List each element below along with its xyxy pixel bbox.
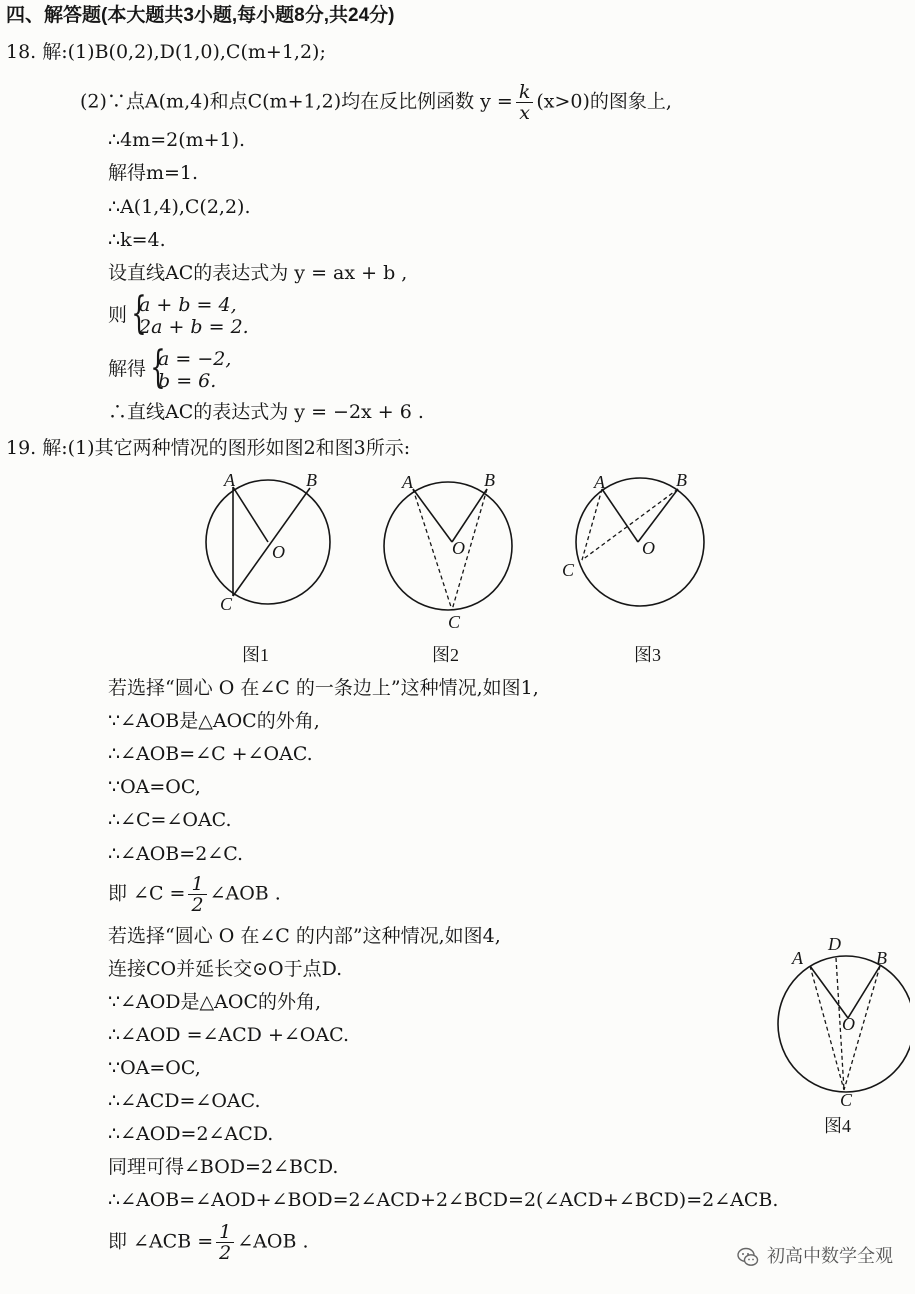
figure-1-label-1: B	[306, 470, 317, 490]
figure-1-caption: 图1	[242, 645, 269, 665]
q19-case1-line-3: ∴∠AOB=∠C +∠OAC.	[108, 743, 313, 765]
fraction-denominator: 2	[219, 1242, 232, 1264]
q19-case2-line-10-pre: 即 ∠ACB =	[108, 1230, 214, 1253]
q19-case2-line-4: ∴∠AOD =∠ACD +∠OAC.	[108, 1024, 349, 1046]
q18-line-2	[80, 82, 672, 123]
fraction-numerator: 1	[188, 874, 206, 895]
fraction-numerator: 1	[216, 1222, 234, 1243]
figure-3-label-0: A	[594, 472, 605, 492]
figure-4-label-4: C	[840, 1090, 853, 1110]
q19-case2-line-6: ∴∠ACD=∠OAC.	[108, 1090, 261, 1112]
q19-case2-line-10	[108, 1222, 309, 1263]
figure-3-diagram	[562, 470, 704, 606]
circle-figures-1-3	[190, 462, 720, 632]
q18-line-5: ∴A(1,4),C(2,2).	[108, 196, 251, 218]
circle-figure-4	[770, 930, 910, 1110]
system-eq-2: 2a + b = 2.	[139, 316, 249, 338]
q19-case1-line-7-pre: 即 ∠C =	[108, 882, 186, 905]
figure-3-label-3: C	[562, 560, 575, 580]
figure-2-label-0: A	[402, 472, 413, 492]
q19-line-1: 19. 解:(1)其它两种情况的图形如图2和图3所示:	[6, 437, 411, 459]
q18-line-2-post: (x>0)的图象上,	[536, 90, 672, 113]
q19-case1-line-6: ∴∠AOB=2∠C.	[108, 843, 244, 865]
watermark-text: 初高中数学全观	[767, 1246, 893, 1266]
q18-line-8-pre: 则	[108, 304, 128, 326]
q19-case2-line-8: 同理可得∠BOD=2∠BCD.	[108, 1156, 339, 1178]
figure-4-label-2: B	[876, 948, 887, 968]
system-eq-1: { a + b = 4,	[139, 294, 237, 316]
figure-2-diagram	[384, 470, 512, 632]
q18-line-2-pre: (2)∵点A(m,4)和点C(m+1,2)均在反比例函数 y =	[80, 90, 513, 113]
fraction-denominator: 2	[191, 894, 204, 916]
figure-3-caption: 图3	[634, 645, 661, 665]
q19-case2-line-10-post: ∠AOB .	[237, 1230, 309, 1253]
equation-system-2	[148, 348, 231, 392]
q19-case2-line-3: ∵∠AOD是△AOC的外角,	[108, 991, 322, 1013]
fraction-numerator: k	[516, 82, 534, 103]
q19-case1-line-4: ∵OA=OC,	[108, 776, 201, 798]
figure-1-label-3: C	[220, 594, 233, 614]
figure-1-label-0: A	[224, 470, 235, 490]
q18-line-10: ∴直线AC的表达式为 y = −2x + 6 .	[108, 401, 424, 423]
q19-case2-line-5: ∵OA=OC,	[108, 1057, 201, 1079]
q18-line-8	[108, 294, 249, 338]
section-title: 四、解答题(本大题共3小题,每小题8分,共24分)	[6, 5, 395, 26]
wechat-icon	[737, 1246, 759, 1268]
q18-line-7: 设直线AC的表达式为 y = ax + b ,	[108, 262, 408, 284]
q18-line-4: 解得m=1.	[108, 162, 199, 184]
figure-4-label-3: O	[842, 1014, 855, 1034]
one-half-fraction	[216, 1222, 234, 1263]
q19-case2-line-1: 若选择“圆心 O 在∠C 的内部”这种情况,如图4,	[108, 925, 501, 947]
watermark	[737, 1242, 893, 1268]
q19-case1-line-5: ∴∠C=∠OAC.	[108, 809, 232, 831]
figure-3-label-2: O	[642, 538, 655, 558]
q19-case1-line-7	[108, 874, 281, 915]
figure-3-label-1: B	[676, 470, 687, 490]
q18-line-1: 18. 解:(1)B(0,2),D(1,0),C(m+1,2);	[6, 41, 326, 63]
fraction-denominator: x	[519, 102, 530, 124]
figure-4-caption: 图4	[824, 1116, 851, 1136]
k-over-x-fraction	[516, 82, 534, 123]
q19-case2-line-7: ∴∠AOD=2∠ACD.	[108, 1123, 274, 1145]
q19-case1-line-7-post: ∠AOB .	[209, 882, 281, 905]
system-eq-2: b = 6.	[158, 370, 217, 392]
system-eq-1: { a = −2,	[158, 348, 232, 370]
figure-2-label-2: O	[452, 538, 465, 558]
figure-4-label-1: A	[792, 948, 803, 968]
q18-line-3: ∴4m=2(m+1).	[108, 129, 246, 151]
q19-case1-line-2: ∵∠AOB是△AOC的外角,	[108, 710, 320, 732]
q19-case1-line-1: 若选择“圆心 O 在∠C 的一条边上”这种情况,如图1,	[108, 677, 539, 699]
q19-case2-line-9: ∴∠AOB=∠AOD+∠BOD=2∠ACD+2∠BCD=2(∠ACD+∠BCD)=2∠ACB.	[108, 1189, 779, 1211]
q19-case2-line-2: 连接CO并延长交⊙O于点D.	[108, 958, 343, 980]
q18-line-9	[108, 348, 231, 392]
q18-line-9-pre: 解得	[108, 358, 147, 380]
figure-2-caption: 图2	[432, 645, 459, 665]
q18-line-6: ∴k=4.	[108, 229, 166, 251]
one-half-fraction	[188, 874, 206, 915]
figure-1-label-2: O	[272, 542, 285, 562]
equation-system-1	[129, 294, 249, 338]
figure-4-label-0: D	[828, 934, 841, 954]
figure-2-label-3: C	[448, 612, 461, 632]
figure-1-diagram	[206, 470, 330, 614]
figure-2-label-1: B	[484, 470, 495, 490]
